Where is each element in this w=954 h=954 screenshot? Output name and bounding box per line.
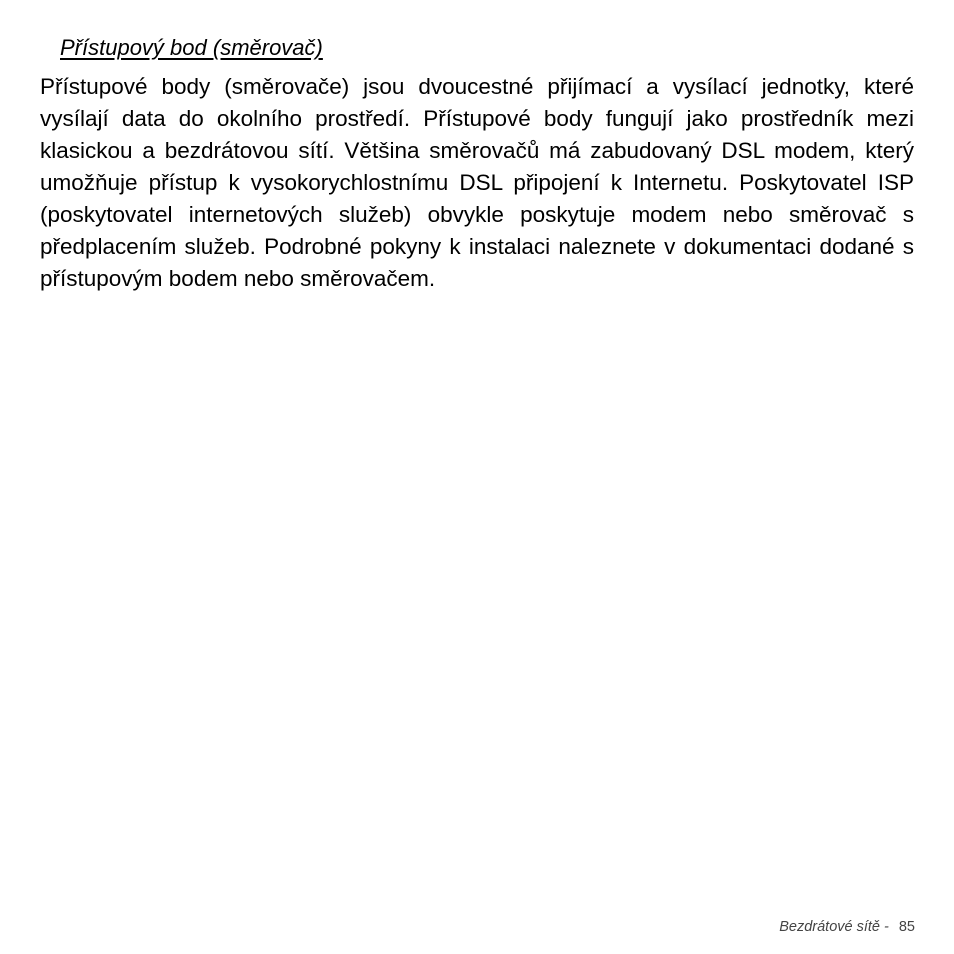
footer-chapter-title: Bezdrátové sítě - bbox=[779, 919, 889, 935]
page-footer bbox=[779, 918, 915, 936]
section-heading: Přístupový bod (směrovač) bbox=[60, 35, 323, 60]
body-paragraph: Přístupové body (směrovače) jsou dvoucestné přijímací a vysílací jednotky, které vysílají data do okolního prostředí. Přístupové body fungují jako prostředník mezi klasickou a bezdrátovou sítí. Většina směrovačů má zabudovaný DSL modem, který umožňuje přístup k vysokorychlostnímu DSL připojení k Internetu. Poskytovatel ISP (poskytovatel internetových služeb) obvykle poskytuje modem nebo směrovač s předplacením služeb. Podrobné pokyny k instalaci naleznete v dokumentaci dodané s přístupovým bodem nebo směrovačem. bbox=[40, 74, 914, 291]
page-number: 85 bbox=[898, 919, 915, 935]
